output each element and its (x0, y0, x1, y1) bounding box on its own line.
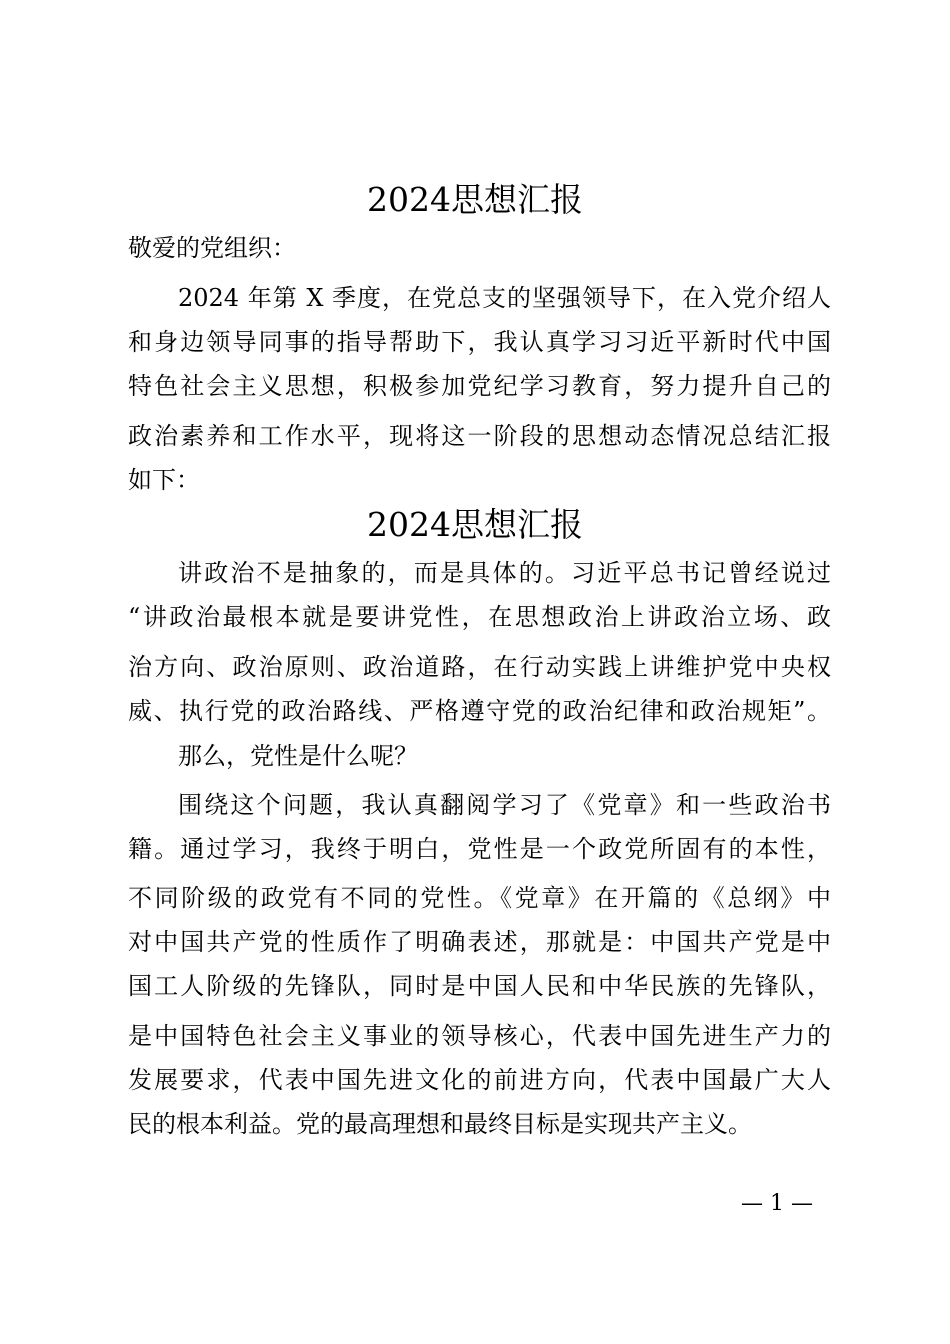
paragraph-line: 不同阶级的政党有不同的党性。《党章》在开篇的《总纲》中 (128, 884, 831, 912)
paragraph-line: 特色社会主义思想，积极参加党纪学习教育，努力提升自己的 (128, 372, 831, 400)
paragraph-line: 和身边领导同事的指导帮助下，我认真学习习近平新时代中国 (128, 328, 831, 356)
paragraph-line: 2024 年第 X 季度，在党总支的坚强领导下，在入党介绍人 (178, 284, 831, 312)
paragraph-line: 籍。通过学习，我终于明白，党性是一个政党所固有的本性， (128, 835, 831, 863)
paragraph-line: 民的根本利益。党的最高理想和最终目标是实现共产主义。 (128, 1110, 752, 1138)
paragraph-line: 治方向、政治原则、政治道路，在行动实践上讲维护党中央权 (128, 653, 831, 681)
paragraph-line: 对中国共产党的性质作了明确表述，那就是：中国共产党是中 (128, 928, 831, 956)
paragraph-line: 围绕这个问题，我认真翻阅学习了《党章》和一些政治书 (178, 791, 831, 819)
paragraph-line: 是中国特色社会主义事业的领导核心，代表中国先进生产力的 (128, 1022, 831, 1050)
document-title: 2024思想汇报 (367, 180, 583, 219)
paragraph-line: 讲政治不是抽象的，而是具体的。习近平总书记曾经说过 (178, 559, 831, 587)
salutation: 敬爱的党组织： (128, 234, 296, 262)
paragraph-line: 那么，党性是什么呢？ (178, 742, 418, 770)
paragraph-line: 威、执行党的政治路线、严格遵守党的政治纪律和政治规矩”。 (128, 697, 831, 725)
paragraph-line: 如下： (128, 466, 200, 494)
paragraph-line: “讲政治最根本就是要讲党性，在思想政治上讲政治立场、政 (128, 603, 831, 631)
paragraph-line: 国工人阶级的先锋队，同时是中国人民和中华民族的先锋队， (128, 972, 831, 1000)
page-number: — 1 — (741, 1191, 813, 1216)
paragraph-line: 发展要求，代表中国先进文化的前进方向，代表中国最广大人 (128, 1066, 831, 1094)
paragraph-line: 政治素养和工作水平，现将这一阶段的思想动态情况总结汇报 (128, 422, 831, 450)
section-title: 2024思想汇报 (367, 505, 583, 544)
